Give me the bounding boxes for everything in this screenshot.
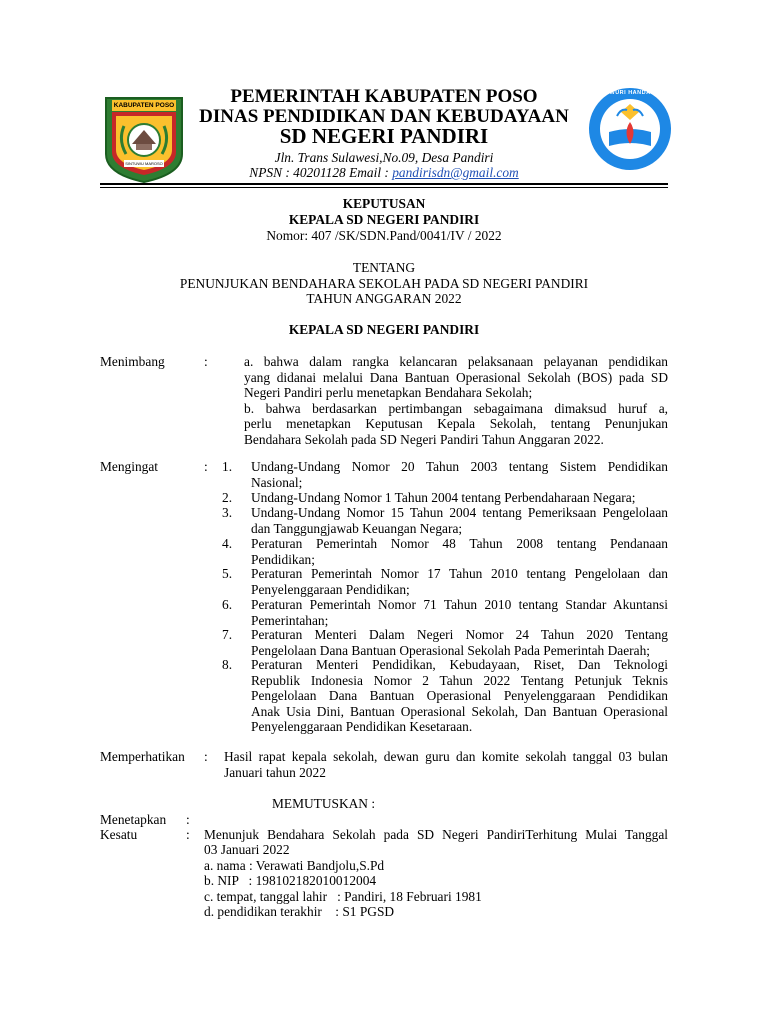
- npsn-text: NPSN : 40201128 Email :: [249, 165, 393, 180]
- mengingat-item-7: [222, 627, 668, 658]
- menimbang-a-line1: a. bahwa dalam rangka kelancaran pelaksanaan pelayanan pendidikan: [244, 354, 668, 369]
- list-text: Pendidikan;: [251, 551, 315, 567]
- logo-left-top-text: KABUPATEN POSO: [113, 102, 175, 109]
- treasurer-name: a. nama : Verawati Bandjolu,S.Pd: [204, 858, 385, 873]
- list-number: 1.: [222, 459, 233, 474]
- menimbang-a-line3: Negeri Pandiri perlu menetapkan Bendahara Sekolah;: [244, 385, 533, 400]
- list-text: Nasional;: [251, 474, 303, 490]
- menimbang-a-line2: yang didanai melalui Dana Bantuan Operasional Sekolah (BOS) pada SD: [244, 370, 668, 385]
- mengingat-item-2: [222, 490, 668, 506]
- list-text: Undang-Undang Nomor 15 Tahun 2004 tentang Pemeriksaan Pengelolaan: [251, 505, 668, 520]
- decree-subject-line2: TAHUN ANGGARAN 2022: [306, 291, 462, 306]
- treasurer-education: d. pendidikan terakhir : S1 PGSD: [204, 904, 395, 919]
- letterhead-contact: [0, 165, 768, 181]
- list-text: Republik Indonesia Nomor 2 Tahun 2022 Tentang Petunjuk Teknis: [251, 672, 668, 688]
- mengingat-item-6: [222, 597, 668, 628]
- kesatu-label: Kesatu: [100, 827, 138, 842]
- mengingat-label: Mengingat: [100, 459, 159, 474]
- decree-about-label: TENTANG: [352, 260, 416, 275]
- kesatu-line1: Menunjuk Bendahara Sekolah pada SD Negeri PandiriTerhitung Mulai Tanggal: [204, 827, 668, 842]
- memperhatikan-colon: :: [204, 749, 208, 764]
- list-number: 5.: [222, 566, 233, 581]
- list-number: 8.: [222, 657, 233, 672]
- list-text: Peraturan Pemerintah Nomor 71 Tahun 2010 tentang Standar Akuntansi: [251, 597, 668, 612]
- letterhead-government: PEMERINTAH KABUPATEN POSO: [230, 86, 538, 107]
- memperhatikan-label: Memperhatikan: [100, 749, 185, 764]
- menimbang-b-line2: perlu menetapkan Keputusan Kepala Sekolah, tentang Penunjukan: [244, 416, 668, 431]
- kesatu-line2: 03 Januari 2022: [204, 842, 290, 857]
- letterhead-address: Jln. Trans Sulawesi,No.09, Desa Pandiri: [274, 150, 494, 165]
- menimbang-label: Menimbang: [100, 354, 165, 369]
- list-number: 6.: [222, 597, 233, 612]
- treasurer-birth: c. tempat, tanggal lahir : Pandiri, 18 Februari 1981: [204, 889, 482, 904]
- list-text: Pengelolaan Dana Bantuan Operasional Penyelenggaraan Pendidikan: [251, 688, 668, 704]
- menimbang-colon: :: [204, 354, 208, 369]
- list-number: 2.: [222, 490, 233, 505]
- memperhatikan-line2: Januari tahun 2022: [224, 765, 326, 780]
- decree-issuer: KEPALA SD NEGERI PANDIRI: [288, 212, 480, 227]
- decree-head: KEPALA SD NEGERI PANDIRI: [288, 322, 480, 337]
- list-number: 3.: [222, 505, 233, 520]
- decree-number: Nomor: 407 /SK/SDN.Pand/0041/IV / 2022: [266, 228, 502, 243]
- menetapkan-label: Menetapkan: [100, 812, 167, 827]
- treasurer-nip: b. NIP : 198102182010012004: [204, 873, 377, 888]
- list-text: Anak Usia Dini, Bantuan Operasional Sekolah, Dan Bantuan Operasional: [251, 703, 668, 719]
- list-text: Pemerintahan;: [251, 612, 329, 628]
- letterhead-divider-thick: [100, 183, 668, 185]
- mengingat-item-1: [222, 459, 668, 490]
- list-text: dan Tanggungjawab Keuangan Negara;: [251, 520, 463, 536]
- list-text: Peraturan Menteri Pendidikan, Kebudayaan, Riset, Dan Teknologi: [251, 657, 668, 672]
- decree-subject-line1: PENUNJUKAN BENDAHARA SEKOLAH PADA SD NEGERI PANDIRI: [179, 276, 589, 291]
- mengingat-item-3: [222, 505, 668, 536]
- list-text: Pengelolaan Dana Bantuan Operasional Sekolah Pada Pemerintah Daerah;: [251, 642, 650, 658]
- mengingat-item-4: [222, 536, 668, 567]
- list-number: 4.: [222, 536, 233, 551]
- kesatu-colon: :: [186, 827, 190, 842]
- mengingat-colon: :: [204, 459, 208, 474]
- letterhead-school-name: SD NEGERI PANDIRI: [279, 124, 489, 148]
- letterhead-divider-thin: [100, 187, 668, 188]
- decree-title: KEPUTUSAN: [342, 196, 426, 211]
- letterhead-department: DINAS PENDIDIKAN DAN KEBUDAYAAN: [199, 106, 569, 127]
- menetapkan-colon: :: [186, 812, 190, 827]
- logo-right-text: TUT WURI HANDAYANI: [595, 90, 665, 96]
- email-link[interactable]: pandirisdn@gmail.com: [392, 165, 519, 180]
- mengingat-item-5: [222, 566, 668, 597]
- list-text: Penyelenggaraan Pendidikan Kesetaraan.: [251, 719, 473, 735]
- list-text: Peraturan Pemerintah Nomor 48 Tahun 2008 tentang Pendanaan: [251, 536, 668, 551]
- list-text: Peraturan Pemerintah Nomor 17 Tahun 2010 tentang Pengelolaan dan: [251, 566, 668, 581]
- list-text: Penyelenggaraan Pendidikan;: [251, 581, 410, 597]
- memutuskan-heading: MEMUTUSKAN :: [272, 796, 376, 811]
- list-text: Undang-Undang Nomor 20 Tahun 2003 tentang Sistem Pendidikan: [251, 459, 668, 474]
- menimbang-b-line3: Bendahara Sekolah pada SD Negeri Pandiri Tahun Anggaran 2022.: [244, 432, 604, 447]
- memperhatikan-line1: Hasil rapat kepala sekolah, dewan guru dan komite sekolah tanggal 03 bulan: [224, 749, 668, 764]
- menimbang-b-line1: b. bahwa berdasarkan pertimbangan sebagaimana dimaksud huruf a,: [244, 401, 668, 416]
- list-number: 7.: [222, 627, 233, 642]
- list-text: Undang-Undang Nomor 1 Tahun 2004 tentang Perbendaharaan Negara;: [251, 490, 636, 505]
- mengingat-item-8: [222, 657, 668, 735]
- list-text: Peraturan Menteri Dalam Negeri Nomor 24 Tahun 2020 Tentang: [251, 627, 668, 642]
- logo-left-bottom-text: SINTUWU MAROSO: [125, 161, 163, 166]
